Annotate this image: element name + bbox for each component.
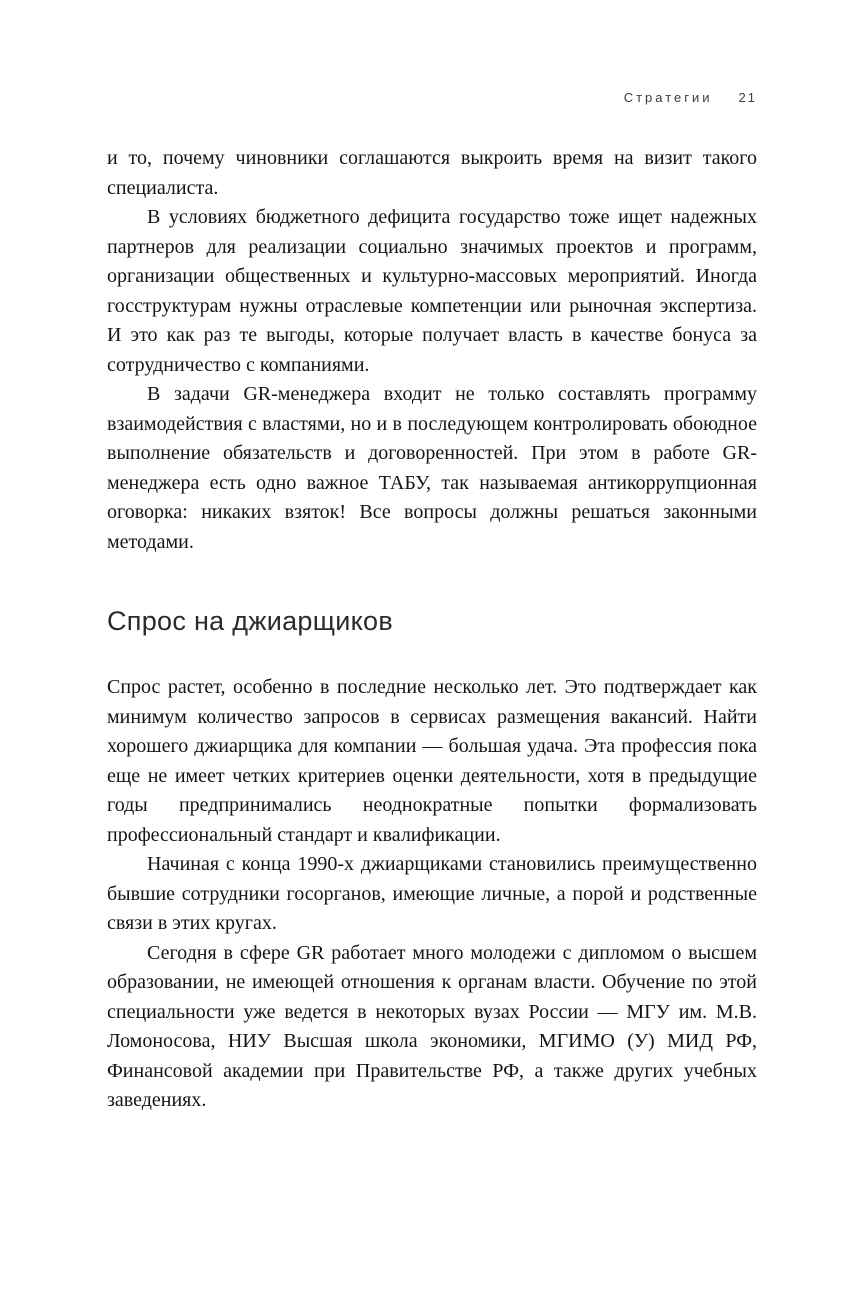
- running-header: [107, 90, 757, 105]
- paragraph: Спрос растет, особенно в последние несколько лет. Это подтверждает как минимум количество запросов в сервисах размещения вакансий. Найти хорошего джиарщика для компании — большая удача. Эта профессия пока еще не имеет четких критериев оценки деятельности, хотя в предыдущие годы предпринимались неоднократные попытки формализовать профессиональный стандарт и квалификации.: [107, 676, 757, 846]
- page-number: 21: [738, 90, 757, 105]
- section-heading: Спрос на джиарщиков: [107, 606, 393, 636]
- page-body: [107, 144, 757, 1116]
- running-head-section-title: Стратегии: [623, 90, 713, 105]
- paragraph: Сегодня в сфере GR работает много молодежи с дипломом о высшем образовании, не имеющей отношения к органам власти. Обучение по этой специальности уже ведется в некоторых вузах России — МГУ им. М.В. Ломоносова, НИУ Высшая школа экономики, МГИМО (У) МИД РФ, Финансовой академии при Правительстве РФ, а также других учебных заведениях.: [107, 941, 757, 1111]
- paragraph: В условиях бюджетного дефицита государство тоже ищет надежных партнеров для реализации социально значимых проектов и программ, организации общественных и культурно-массовых мероприятий. Иногда госструктурам нужны отраслевые компетенции или рыночная экспертиза. И это как раз те выгоды, которые получает власть в качестве бонуса за сотрудничество с компаниями.: [107, 206, 757, 376]
- paragraph-continuation: и то, почему чиновники соглашаются выкроить время на визит такого специалиста.: [107, 147, 757, 199]
- paragraph: В задачи GR-менеджера входит не только составлять программу взаимодействия с властями, но и в последующем контролировать обоюдное выполнение обязательств и договоренностей. При этом в работе GR-менеджера есть одно важное ТАБУ, так называемая антикоррупционная оговорка: никаких взяток! Все вопросы должны решаться законными методами.: [107, 383, 757, 553]
- paragraph: Начиная с конца 1990-х джиарщиками становились преимущественно бывшие сотрудники госорганов, имеющие личные, а порой и родственные связи в этих кругах.: [107, 853, 757, 934]
